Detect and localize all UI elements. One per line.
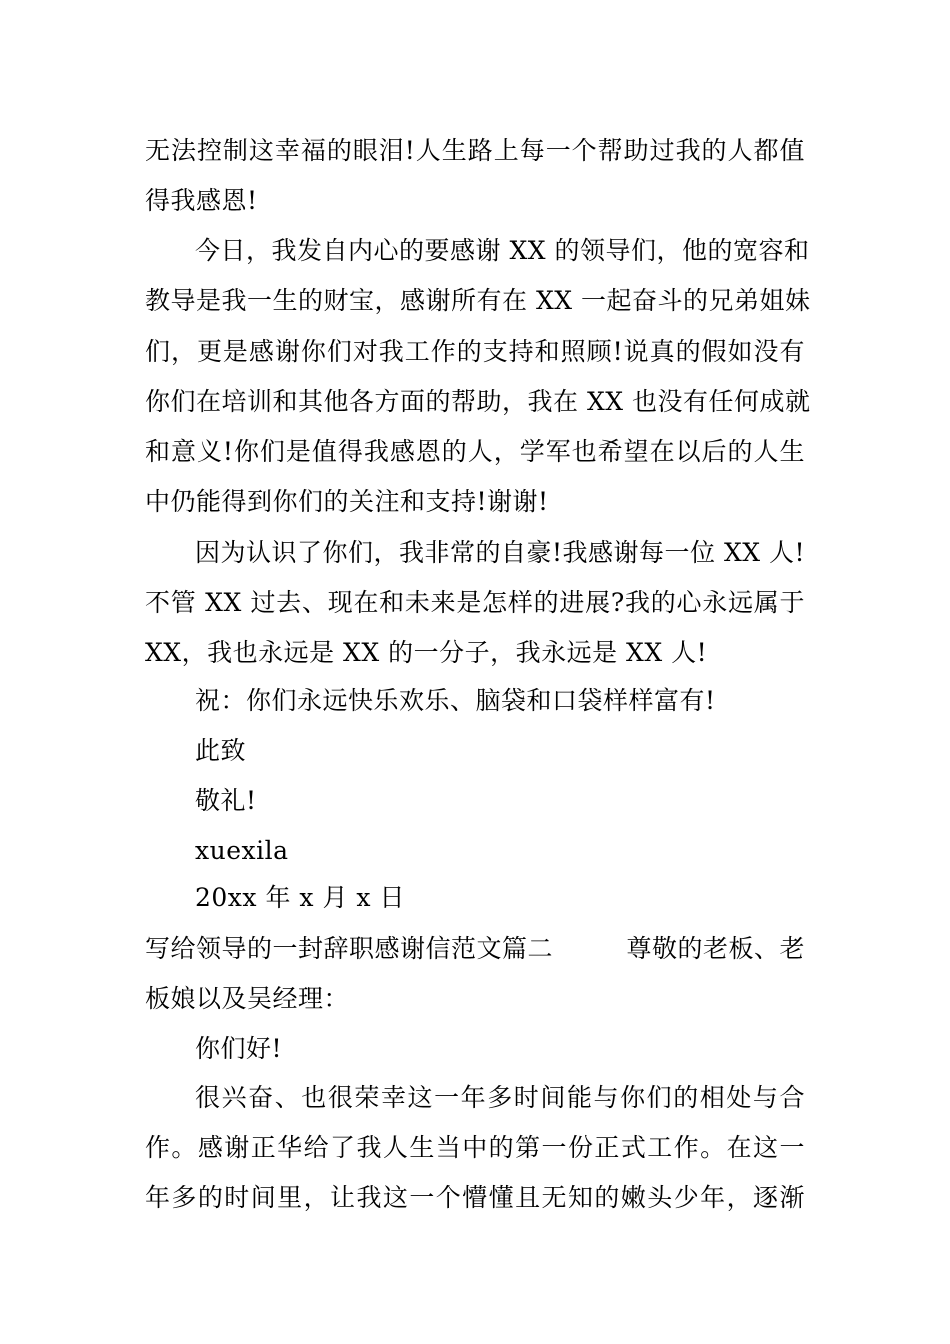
blessing-line: 祝：你们永远快乐欢乐、脑袋和口袋样样富有! [195, 686, 716, 715]
paragraph-line: 和意义!你们是值得我感恩的人，学军也希望在以后的人生 [145, 437, 805, 466]
date: 20xx 年 x 月 x 日 [195, 883, 405, 912]
paragraph-line: 年多的时间里，让我这一个懵懂且无知的嫩头少年，逐渐 [145, 1183, 805, 1212]
paragraph-line: 教导是我一生的财宝，感谢所有在 XX 一起奋斗的兄弟姐妹 [145, 286, 811, 315]
paragraph-line: 今日，我发自内心的要感谢 XX 的领导们，他的宽容和 [195, 236, 810, 265]
paragraph-line: 因为认识了你们，我非常的自豪!我感谢每一位 XX 人! [195, 538, 806, 567]
paragraph-line: 得我感恩! [145, 186, 258, 215]
paragraph-line: 很兴奋、也很荣幸这一年多时间能与你们的相处与合 [195, 1083, 805, 1112]
paragraph-line: XX，我也永远是 XX 的一分子，我永远是 XX 人! [145, 638, 708, 667]
section-title-line [145, 934, 805, 964]
paragraph-line: 无法控制这幸福的眼泪!人生路上每一个帮助过我的人都值 [145, 136, 805, 165]
paragraph-line: 你们在培训和其他各方面的帮助，我在 XX 也没有任何成就 [145, 387, 811, 416]
salutation-start: 尊敬的老板、老 [626, 934, 805, 963]
salutation-line: 板娘以及吴经理： [145, 984, 350, 1013]
greeting: 你们好! [195, 1034, 283, 1063]
paragraph-line: 不管 XX 过去、现在和未来是怎样的进展?我的心永远属于 [145, 588, 805, 617]
paragraph-line: 中仍能得到你们的关注和支持!谢谢! [145, 487, 549, 516]
paragraph-line: 作。感谢正华给了我人生当中的第一份正式工作。在这一 [145, 1133, 805, 1162]
closing-line: 此致 [195, 736, 247, 765]
section-title: 写给领导的一封辞职感谢信范文篇二 [145, 934, 554, 963]
signature: xuexila [195, 836, 289, 865]
closing-line: 敬礼! [195, 786, 257, 815]
paragraph-line: 们，更是感谢你们对我工作的支持和照顾!说真的假如没有 [145, 337, 805, 366]
